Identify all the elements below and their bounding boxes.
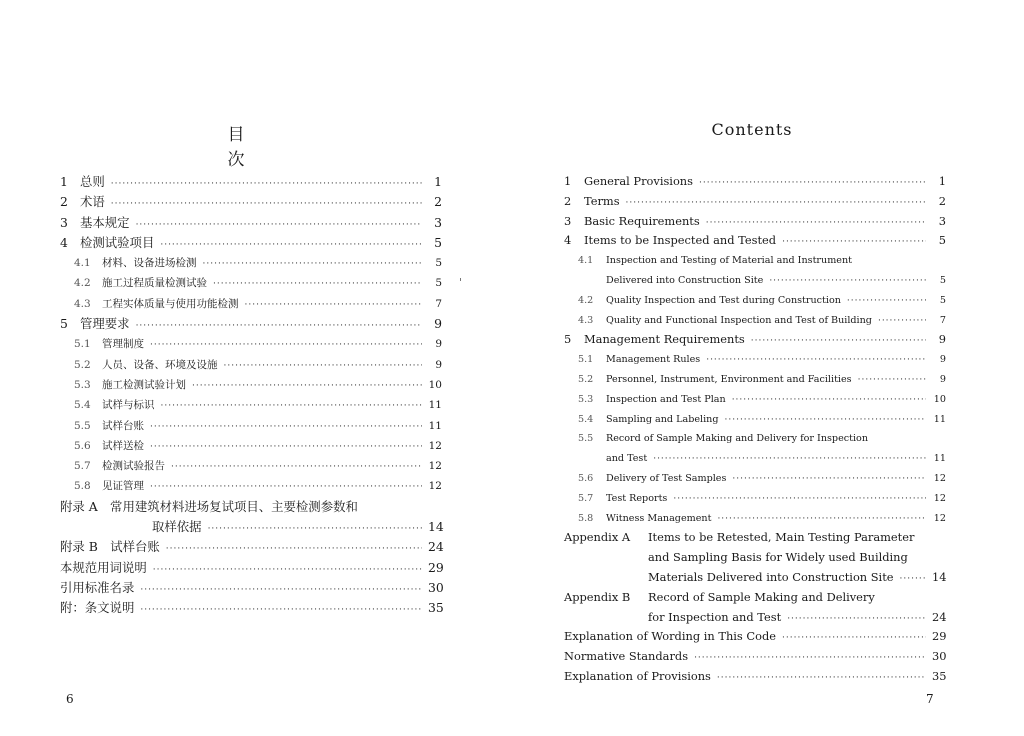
toc-entry-number: 5.7 — [74, 460, 91, 473]
toc-entry-number: 5.8 — [74, 480, 91, 493]
toc-entry-label: and Test — [606, 453, 648, 465]
toc-entry — [60, 436, 442, 456]
toc-entry-number: 5.5 — [578, 433, 594, 445]
toc-entry-label: 附：条文说明 — [60, 600, 135, 616]
page-number: 7 — [926, 692, 934, 706]
dot-leader — [150, 477, 422, 497]
toc-entry-page: 2 — [938, 193, 946, 208]
toc-entry-appendix-a-line3 — [564, 568, 946, 588]
dot-leader — [136, 316, 422, 336]
toc-entry-number: 1 — [60, 174, 68, 189]
toc-entry-page: 29 — [932, 629, 947, 644]
toc-entry-page: 29 — [428, 559, 444, 575]
dot-leader — [224, 356, 423, 376]
dot-leader — [751, 332, 926, 352]
scan-speck — [460, 278, 461, 281]
toc-entry — [564, 469, 946, 489]
toc-entry-label: Delivered into Construction Site — [606, 274, 764, 286]
toc-entry-number: 5.3 — [74, 378, 91, 391]
toc-entry-label: Explanation of Provisions — [564, 668, 711, 683]
toc-entry — [60, 334, 442, 354]
dot-leader — [847, 292, 926, 312]
toc-entry-page: 9 — [939, 354, 946, 366]
toc-entry — [60, 172, 442, 192]
toc-entry-label: Management Requirements — [584, 332, 745, 347]
toc-entry — [564, 212, 946, 232]
toc-entry-label: 管理要求 — [80, 316, 130, 332]
appendix-b-label: Appendix B — [564, 589, 631, 604]
toc-entry-label: 试样送检 — [102, 439, 144, 452]
dot-leader — [878, 312, 926, 332]
toc-entry — [60, 537, 442, 557]
toc-entry-page: 12 — [428, 460, 442, 473]
toc-entry-page: 10 — [428, 378, 442, 391]
dot-leader — [150, 437, 422, 457]
toc-entry-label: 检测试验报告 — [102, 460, 165, 473]
toc-entry — [60, 233, 442, 253]
toc-entry-page: 3 — [434, 214, 442, 230]
toc-entry-page: 35 — [428, 600, 444, 616]
dot-leader — [706, 351, 926, 371]
toc-entry — [564, 192, 946, 212]
toc-entry-label: 附录 A 常用建筑材料进场复试项目、主要检测参数和 — [60, 498, 358, 514]
toc-entry-label: Personnel, Instrument, Environment and Facilities — [606, 373, 852, 385]
toc-entry — [60, 456, 442, 476]
dot-leader — [782, 629, 926, 649]
toc-entry-number: 1 — [564, 174, 572, 188]
dot-leader — [203, 254, 423, 274]
toc-entry-page: 12 — [933, 472, 946, 484]
toc-entry-number: 5.1 — [74, 338, 91, 351]
toc-entry-page: 12 — [933, 492, 946, 504]
toc-entry-label: Inspection and Testing of Material and Instrument — [606, 255, 853, 267]
dot-leader — [171, 457, 422, 477]
dot-leader — [673, 490, 926, 510]
toc-entry-page: 9 — [435, 338, 442, 351]
toc-entry — [60, 253, 442, 273]
toc-entry-5-5-line2 — [564, 449, 946, 469]
toc-entry — [564, 350, 946, 370]
toc-entry — [60, 578, 442, 598]
toc-entry-number: 5 — [60, 316, 68, 332]
toc-entry — [564, 390, 946, 410]
toc-entry-appendix-a-line1 — [564, 528, 946, 548]
dot-leader — [140, 580, 422, 600]
toc-entry-appendix-a-line2 — [60, 517, 442, 537]
toc-entry-page: 7 — [435, 297, 442, 310]
toc-entry-label: 附录 B 试样台账 — [60, 539, 160, 555]
toc-entry — [60, 558, 442, 578]
toc-entry-5-5-line1 — [564, 429, 946, 449]
toc-entry — [60, 395, 442, 415]
toc-entry-page: 14 — [428, 519, 444, 535]
dot-leader — [245, 295, 423, 315]
toc-entry-label: 试样与标识 — [102, 399, 155, 412]
toc-entry — [60, 314, 442, 334]
toc-entry-page: 9 — [435, 358, 442, 371]
toc-entry-label: Witness Management — [606, 512, 712, 524]
toc-entry-label: 工程实体质量与使用功能检测 — [102, 297, 239, 310]
toc-entry-label: Record of Sample Making and Delivery for Inspection — [606, 433, 868, 445]
toc-list-en — [564, 172, 946, 687]
toc-entry-number: 5.2 — [578, 373, 594, 385]
dot-leader — [858, 371, 926, 391]
toc-entry-number: 2 — [60, 194, 68, 210]
toc-entry-label: Management Rules — [606, 354, 701, 366]
toc-entry-number: 5.8 — [578, 512, 594, 524]
dot-leader — [787, 610, 926, 630]
toc-entry-page: 12 — [933, 512, 946, 524]
toc-entry-4-1-line1 — [564, 251, 946, 271]
toc-entry-label: Materials Delivered into Construction Site — [648, 569, 894, 584]
dot-leader — [160, 235, 422, 255]
toc-entry-label: Normative Standards — [564, 649, 689, 664]
toc-entry-page: 5 — [434, 234, 442, 250]
toc-entry — [60, 375, 442, 395]
toc-entry — [60, 598, 442, 618]
dot-leader — [732, 470, 926, 490]
dot-leader — [653, 450, 926, 470]
toc-entry-number: 4.1 — [578, 255, 594, 267]
toc-entry-page: 5 — [435, 257, 442, 270]
toc-title-zh: 目 次 — [227, 125, 338, 170]
toc-entry-page: 24 — [932, 609, 947, 624]
toc-entry — [60, 355, 442, 375]
toc-entry — [564, 647, 946, 667]
page-number: 6 — [66, 692, 74, 706]
toc-entry-label: Inspection and Test Plan — [606, 393, 726, 405]
toc-entry — [564, 627, 946, 647]
toc-entry — [60, 476, 442, 496]
toc-entry-page: 9 — [434, 316, 442, 332]
toc-entry-page: 3 — [938, 213, 946, 228]
dot-leader — [717, 510, 926, 530]
toc-entry-page: 12 — [428, 439, 442, 452]
toc-entry-label: Basic Requirements — [584, 213, 700, 228]
dot-leader — [161, 396, 423, 416]
dot-leader — [150, 335, 422, 355]
toc-entry — [564, 172, 946, 192]
toc-entry-label: 总则 — [80, 174, 105, 189]
toc-entry-label: 试样台账 — [102, 419, 144, 432]
right-page — [512, 0, 1024, 736]
toc-entry-label: Explanation of Wording in This Code — [564, 629, 776, 644]
toc-entry-number: 4.3 — [578, 314, 594, 326]
toc-entry-page: 30 — [932, 649, 947, 664]
toc-entry-label: 施工检测试验计划 — [102, 378, 186, 391]
toc-entry-label: Sampling and Labeling — [606, 413, 719, 425]
toc-entry-appendix-a-line2 — [564, 548, 946, 568]
toc-entry-page: 14 — [932, 569, 947, 584]
toc-entry-page: 5 — [435, 277, 442, 290]
toc-entry-page: 11 — [428, 419, 442, 432]
toc-entry-page: 1 — [434, 174, 442, 189]
dot-leader — [732, 391, 926, 411]
toc-entry-page: 11 — [428, 399, 442, 412]
toc-entry-number: 5.4 — [578, 413, 594, 425]
toc-entry-page: 12 — [428, 480, 442, 493]
toc-entry-label: Items to be Retested, Main Testing Parameter — [648, 530, 915, 545]
dot-leader — [136, 215, 422, 235]
toc-entry-label: 术语 — [80, 194, 105, 210]
toc-entry-number: 5.5 — [74, 419, 91, 432]
toc-entry — [60, 192, 442, 212]
toc-entry — [60, 294, 442, 314]
dot-leader — [111, 174, 422, 194]
toc-entry-page: 11 — [933, 453, 946, 465]
toc-entry-number: 3 — [60, 214, 68, 230]
toc-entry-page: 5 — [938, 233, 946, 248]
toc-entry-label: 见证管理 — [102, 480, 144, 493]
toc-entry-label: Terms — [584, 193, 620, 208]
toc-entry-label: 检测试验项目 — [80, 234, 155, 250]
toc-entry — [564, 509, 946, 529]
toc-entry-page: 9 — [939, 373, 946, 385]
toc-entry-label: General Provisions — [584, 174, 693, 188]
toc-entry-label: 取样依据 — [152, 519, 202, 535]
toc-entry — [564, 231, 946, 251]
toc-entry — [60, 213, 442, 233]
toc-entry-page: 30 — [428, 579, 444, 595]
toc-entry-page: 7 — [939, 314, 946, 326]
dot-leader — [208, 519, 422, 539]
toc-entry-number: 4.2 — [74, 277, 91, 290]
toc-entry-number: 4.2 — [578, 294, 594, 306]
toc-entry-number: 4 — [60, 234, 68, 250]
toc-entry-page: 1 — [938, 174, 946, 188]
toc-entry-label: 引用标准名录 — [60, 579, 135, 595]
toc-title-en: Contents — [711, 120, 793, 139]
toc-entry-label: 本规范用词说明 — [60, 559, 147, 575]
toc-entry-page: 5 — [939, 294, 946, 306]
dot-leader — [166, 539, 422, 559]
toc-entry-number: 4.1 — [74, 257, 91, 270]
toc-entry-page: 24 — [428, 539, 444, 555]
dot-leader — [153, 560, 422, 580]
toc-entry-number: 2 — [564, 193, 572, 208]
dot-leader — [769, 272, 926, 292]
toc-entry-page: 10 — [933, 393, 946, 405]
toc-entry-appendix-b-line2 — [564, 608, 946, 628]
toc-entry-number: 5.2 — [74, 358, 91, 371]
dot-leader — [717, 669, 926, 689]
toc-entry — [564, 291, 946, 311]
toc-entry-number: 5.4 — [74, 399, 91, 412]
toc-entry-page: 35 — [932, 668, 947, 683]
toc-entry-label: 管理制度 — [102, 338, 144, 351]
dot-leader — [213, 274, 422, 294]
toc-list-zh — [60, 172, 442, 619]
toc-entry — [60, 416, 442, 436]
toc-entry-number: 5.3 — [578, 393, 594, 405]
toc-entry-number: 5.1 — [578, 354, 594, 366]
toc-entry — [564, 489, 946, 509]
toc-entry-label: for Inspection and Test — [648, 609, 782, 624]
toc-entry-number: 4.3 — [74, 297, 91, 310]
toc-entry-4-1-line2 — [564, 271, 946, 291]
toc-entry-label: 基本规定 — [80, 214, 130, 230]
toc-entry-label: 材料、设备进场检测 — [102, 257, 197, 270]
toc-entry-number: 3 — [564, 213, 572, 228]
toc-entry-label: Test Reports — [606, 492, 668, 504]
dot-leader — [694, 649, 926, 669]
toc-entry-number: 4 — [564, 233, 572, 248]
toc-entry-label: Quality Inspection and Test during Construction — [606, 294, 841, 306]
dot-leader — [111, 194, 422, 214]
toc-entry — [564, 330, 946, 350]
toc-entry-page: 2 — [434, 194, 442, 210]
dot-leader — [699, 174, 926, 194]
toc-entry-number: 5.6 — [74, 439, 91, 452]
dot-leader — [725, 411, 927, 431]
toc-entry-label: Record of Sample Making and Delivery — [648, 589, 875, 604]
toc-entry-label: 施工过程质量检测试验 — [102, 277, 207, 290]
toc-entry-label: 人员、设备、环境及设施 — [102, 358, 218, 371]
dot-leader — [150, 417, 422, 437]
toc-entry-number: 5 — [564, 332, 572, 347]
toc-entry-page: 11 — [933, 413, 946, 425]
toc-entry-label: Delivery of Test Samples — [606, 472, 727, 484]
toc-entry-number: 5.7 — [578, 492, 594, 504]
appendix-a-label: Appendix A — [564, 530, 631, 545]
toc-entry-label: and Sampling Basis for Widely used Building — [648, 550, 908, 565]
toc-entry-appendix-a-line1 — [60, 497, 442, 517]
toc-entry-number: 5.6 — [578, 472, 594, 484]
dot-leader — [140, 600, 422, 620]
toc-entry-page: 9 — [938, 332, 946, 347]
toc-entry-appendix-b-line1 — [564, 588, 946, 608]
left-page — [0, 0, 500, 736]
dot-leader — [192, 376, 422, 396]
toc-entry — [564, 410, 946, 430]
toc-entry — [60, 273, 442, 293]
toc-entry-page: 5 — [939, 274, 946, 286]
toc-entry-label: Quality and Functional Inspection and Test of Building — [606, 314, 872, 326]
toc-entry-label: Items to be Inspected and Tested — [584, 233, 777, 248]
toc-entry — [564, 667, 946, 687]
toc-entry — [564, 311, 946, 331]
toc-entry — [564, 370, 946, 390]
dot-leader — [900, 570, 926, 590]
